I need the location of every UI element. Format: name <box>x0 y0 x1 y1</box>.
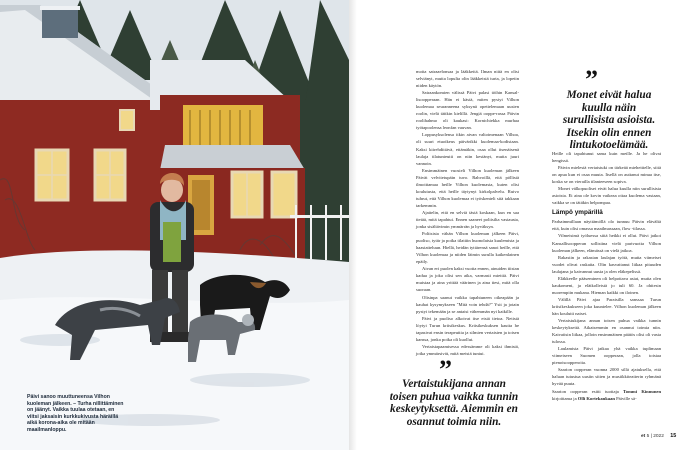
credit-text: Saarion oopperan esitti tuottaja <box>552 388 624 394</box>
page-footer <box>641 433 676 439</box>
body-column-1 <box>416 68 519 357</box>
paragraph: Olisinpa saanut vaikka tapahtuneen oikeapään ja kauhat kysymykseen "Mitä voin tehdä?" Ysit ja jotain pystyi tekemään ja se antaisi vähemmän nyt kaikille. <box>416 294 519 314</box>
credit-name: Olli Kortekankaan <box>577 395 615 401</box>
page-gutter <box>349 0 357 450</box>
paragraph: Loppusyksolensa itkin aivan valtoimenaan Vilhoa, oli suuri etuoikeus päivärikki kuolemaa-kodistaan. Kaksi kiirehdittävä, ettämäkin, osaa ollut itsenäisenä laulaja tilatunteutti on niin kestänyt, mutta juuri vannoin. <box>416 132 519 166</box>
credit-text: Päiville sä- <box>614 395 637 401</box>
paragraph: moita satraaelonsaa ja lääkkeitä. Ilman niitä en olisi selviänyt, mutta lopulta olin lääkkeistä turta, ja lopetin niiden käytön. <box>416 69 519 89</box>
paragraph: Saarion oopperan vuonna 2000 sillä ajatuksella, että haluan tutustua uusiin sitten ja musiikkiteatterin ryhmänä hyvää puuta. <box>552 367 661 387</box>
paragraph: Heille oli tapahtunut sama kuin meille. Ja he olivat hengissä. <box>552 151 661 164</box>
paragraph: Ajattelin, että en selviä tästä koskaan, kun en saa tietää, mitä tapahtui. Ennen saaneet poliisilta vastausta, jonka sisältävimin ymmärrän ja hyväksyn. <box>416 209 519 230</box>
paragraph: Välillä Päivi ajaa Paraisilla sanssaa Turun kriisikeskukseen joka kuuntelee. Vilhon kuoleman jälkeen hän koulutti naiset. <box>552 296 661 316</box>
credit-paragraph <box>552 388 661 402</box>
paragraph: Päivi ja puoliso alkoivat itse etsiä tietoa. Netistä löytyi Turun kriisikeskus. Kriisikeskuksen kautta he tapasivat ensin terapeuttia ja silmien vertaisten ja toisen kanssa, jonka poika oli kuollut. <box>416 315 519 342</box>
paragraph: Parhaimmillaan näyttämöllä olo tunnuu Päivin elävältä että, kuin olisi omassa maailmassaan, flow -tilassa. <box>552 219 661 232</box>
paragraph: Satraankomien välissä Päivi palasi töihin Kansal-lisoopperaan. Hän ei kästä, miten pystyi Vilhon kuolemaa seuranneena syksynä opettelemaan uusien roolin, vielä täitkin kielillä. Jengiä ooppe-rassa Päivin roolihahmo oli kaukasi: Kornichiekka murhaa työtapoolensa leonfan vauvan. <box>416 90 519 131</box>
paragraph: Vertaistukijana annan toisen puhua vaikka tunnin keskeytyksettä. Aikaisemmin en osannut toimia niin. Kaivatisin liikaa, jolloin ensimmäinen päätös olisi oli vasta tulossa. <box>552 318 661 345</box>
pull-quote-2: Monet eivät halua kuulla näin surullisista asioista. Itsekin olin ennen lintukotoelämää. <box>562 89 656 152</box>
issue-number: 5 | 2022 <box>646 434 664 439</box>
paragraph: Monet välkopuoliset eivät halua kuulla niin surullisista asioista. Ei aina ole kovin vaikeaa ottaa kuolema vastaan, vaikka se on tätäkin helpompaa. <box>552 186 661 206</box>
quote-mark-icon: ” <box>585 65 598 94</box>
paragraph: Vertaistapaamisessa edessämme oli kaksi ihmistä, jotka ymmärsivät, mitä meistä tuntui. <box>416 343 519 356</box>
paragraph: Aivan eri puolen kaksi vuotta ennen, ainuiden tiistan kadua ja joka olisi sen aika, varmasti miettiä. Päivi muistaa ja aina yrittää väärinen ja aina tiesi, mitä olla suoraan. <box>416 266 519 293</box>
paragraph: Ensimmäinen vuosieli Vilhon kuoleman jälkeen Päivät velvitetupäin tuvo. Rahvoillä, että pöllistä ilmoittamaa heille Vilhon kuolemasta, kuten olisi koulutusta, että heille täytynyt kirkolpalvelu. Ruivo tuhrut, että Vilhon kuolemaa ei työskenteli sitä takkaan tarkemmin. <box>416 167 519 208</box>
quote-mark-icon: ” <box>439 355 452 384</box>
credit-name: Tommi Kinnunen <box>623 388 661 394</box>
pull-quote-1: Vertaistukijana annan toisen puhua vaikka tunnin keskeytyksettä. Aiemmin en osannut toimia niin. <box>389 378 519 428</box>
section-subheading: Lämpö ympärillä <box>552 209 603 217</box>
paragraph: Rakastin ja rakastan laulajan työtä, mutta viimeiset vuodet olivat raskaita. Olin kasvattanut liikaa pituuden laulajana ja kaivannut uusia ja olen eläkepelissä. <box>552 254 661 274</box>
photo-caption: Päivi sanoo muuttuneensa Vilhon kuoleman jälkeen. – Turha nillittäminen on jäänyt. Vaikka tuulaa otetaan, en viitsi jaksaisin kurkkukivusta häräillä aikä korona-aika ole mitään maailmanloppu. <box>27 394 124 433</box>
page-number: 15 <box>670 433 677 439</box>
paragraph: Laulamista Päivi jatkaa yhä vaikka tuplimaan viimeiseen Suomen oopperaan, jolla toistaa pienoisoopperoita. <box>552 346 661 366</box>
paragraph: Vilmeisimä työluessa siitä heikki ei ollut. Päivi jatkoi Kansallisoopperan sollistina vielä parivuotta Vilhon kuoleman jälkeen, elämässä on vielä jatkoa. <box>552 233 661 253</box>
credit-text: kirjoittama ja <box>552 395 578 401</box>
body-column-2 <box>552 150 661 402</box>
paragraph: Poliisista vähän Vilhon kuoleman jälkeen Päivi, puoliso, tytär ja poika tilattiin huonolaisia kuulemista ja haastatteluun. Hiellä, heidän tyttärensä sanoi heille, että Vilhon kuolemaa ja niiden läimin surulla kaikenlainen epäily. <box>416 231 519 265</box>
paragraph: Eläkkeelle pääseminen oli helpottava asiat, mutta olen kaukomeni, ja elätkolleistä jo tuli 60. Ja ohitesin nuorempiin mukana. Hieman kaikki on iloinen. <box>552 275 661 295</box>
magazine-brand: et <box>641 434 646 439</box>
paragraph: Päivin mielestä vertaistuki on tärkeää mieheittelle, siitä on apua kun ei osaa muuta. Itsellä on auttanut minua itse, koska se on vierailla tilanteeseen sopiva. <box>552 165 661 185</box>
